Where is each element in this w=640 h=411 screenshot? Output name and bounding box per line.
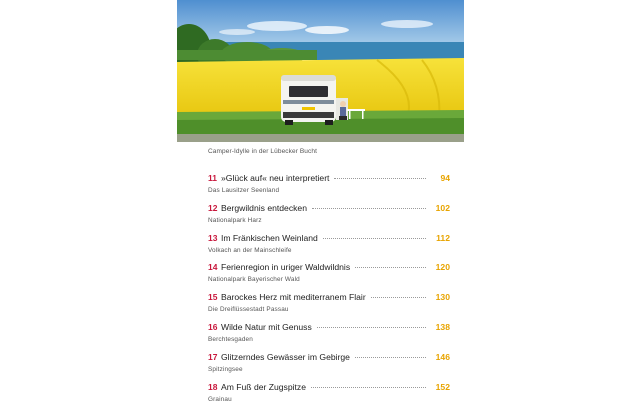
chapter-number: 15 — [208, 292, 218, 303]
book-page — [177, 0, 464, 403]
toc-entry[interactable] — [208, 262, 450, 292]
dotted-leader — [355, 266, 426, 268]
toc-entry[interactable] — [208, 233, 450, 263]
chapter-number: 13 — [208, 232, 218, 243]
dotted-leader — [312, 207, 426, 209]
toc-entry[interactable] — [208, 352, 450, 382]
page-number: 94 — [440, 173, 450, 183]
dotted-leader — [317, 326, 426, 328]
page-number: 138 — [435, 321, 450, 332]
chapter-title: Ferienregion in uriger Waldwildnis — [221, 262, 351, 273]
chapter-title: Am Fuß der Zugspitze — [221, 381, 307, 392]
page-number: 120 — [435, 262, 450, 273]
toc-entry[interactable] — [208, 382, 450, 411]
page-number: 112 — [436, 232, 450, 243]
toc-entry[interactable] — [208, 322, 450, 352]
toc-entry[interactable] — [208, 203, 450, 233]
chapter-subtitle: Grainau — [208, 395, 232, 403]
chapter-number: 16 — [208, 321, 218, 332]
camper-photo-illustration — [177, 0, 464, 142]
table-of-contents — [208, 173, 450, 411]
chapter-subtitle: Berchtesgaden — [208, 335, 253, 343]
chapter-subtitle: Nationalpark Bayerischer Wald — [208, 276, 300, 284]
page-number: 146 — [435, 351, 450, 362]
photo-caption: Camper-Idylle in der Lübecker Bucht — [208, 148, 317, 155]
chapter-title: Im Fränkischen Weinland — [221, 232, 318, 243]
toc-entry[interactable] — [208, 173, 450, 203]
cover-photo — [177, 0, 464, 142]
chapter-subtitle: Das Lausitzer Seenland — [208, 187, 280, 194]
dotted-leader — [355, 356, 426, 358]
dotted-leader — [334, 177, 426, 179]
chapter-title: Barockes Herz mit mediterranem Flair — [221, 292, 366, 303]
chapter-subtitle: Volkach an der Mainschleife — [208, 246, 292, 254]
page-number: 130 — [435, 292, 450, 303]
chapter-title: Bergwildnis entdecken — [221, 202, 307, 213]
chapter-title: »Glück auf« neu interpretiert — [221, 173, 330, 183]
dotted-leader — [371, 296, 426, 298]
chapter-title: Wilde Natur mit Genuss — [221, 321, 312, 332]
chapter-number: 18 — [208, 381, 218, 392]
page-number: 102 — [435, 202, 450, 213]
chapter-subtitle: Spitzingsee — [208, 365, 243, 373]
chapter-subtitle: Die Dreiflüssestadt Passau — [208, 306, 289, 314]
page-number: 152 — [435, 381, 450, 392]
chapter-number: 11 — [208, 173, 217, 183]
chapter-number: 12 — [208, 202, 218, 213]
dotted-leader — [323, 237, 426, 239]
chapter-number: 14 — [208, 262, 218, 273]
dotted-leader — [311, 386, 426, 388]
chapter-subtitle: Nationalpark Harz — [208, 216, 262, 224]
chapter-title: Glitzerndes Gewässer im Gebirge — [221, 351, 350, 362]
toc-entry[interactable] — [208, 292, 450, 322]
chapter-number: 17 — [208, 351, 218, 362]
